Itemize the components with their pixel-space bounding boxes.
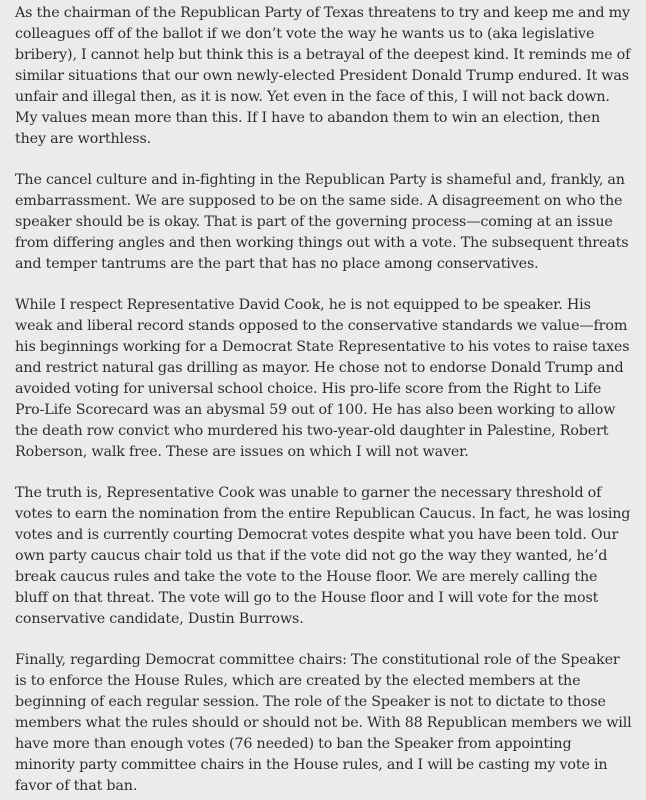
paragraph-cancel-culture: The cancel culture and in-fighting in the Republican Party is shameful and, frankly, an embarrassment. We are supposed to be on the same side. A disagreement on who the speaker should be is okay. That is part of the governing process—coming at an issue from differing angles and then working things out with a vote. The subsequent threats and temper tantrums are the part that has no place among conservatives. — [15, 172, 629, 272]
paragraph-ballot-threat: As the chairman of the Republican Party of Texas threatens to try and keep me and my colleagues off of the ballot if we don’t vote the way he wants us to (aka legislative bribery), I cannot help but think this is a betrayal of the deepest kind. It reminds me of similar situations that our own newly-elected President Donald Trump endured. It was unfair and illegal then, as it is now. Yet even in the face of this, I will not back down. My values mean more than this. If I have to abandon them to win an election, then they are worthless. — [15, 5, 631, 147]
paragraph-committee-chairs: Finally, regarding Democrat committee chairs: The constitutional role of the Speaker is to enforce the House Rules, which are created by the elected members at the beginning of each regular session. The role of the Speaker is not to dictate to those members what the rules should or should not be. With 88 Republican members we will have more than enough votes (76 needed) to ban the Speaker from appointing minority party committee chairs in the House rules, and I will be casting my vote in favor of that ban. — [15, 652, 632, 794]
paragraph-cook-record: While I respect Representative David Cook, he is not equipped to be speaker. His weak and liberal record stands opposed to the conservative standards we value—from his beginnings working for a Democrat State Representative to his votes to raise taxes and restrict natural gas drilling as mayor. He chose not to endorse Donald Trump and avoided voting for universal school choice. His pro-life score from the Right to Life Pro-Life Scorecard was an abysmal 59 out of 100. He has also been working to allow the death row convict who murdered his two-year-old daughter in Palestine, Robert Roberson, walk free. These are issues on which I will not waver. — [15, 297, 630, 460]
paragraph-caucus-vote: The truth is, Representative Cook was unable to garner the necessary threshold of votes to earn the nomination from the entire Republican Caucus. In fact, he was losing votes and is currently courting Democrat votes despite what you have been told. Our own party caucus chair told us that if the vote did not go the way they wanted, he’d break caucus rules and take the vote to the House floor. We are merely calling the bluff on that threat. The vote will go to the House floor and I will vote for the most conservative candidate, Dustin Burrows. — [15, 485, 631, 627]
